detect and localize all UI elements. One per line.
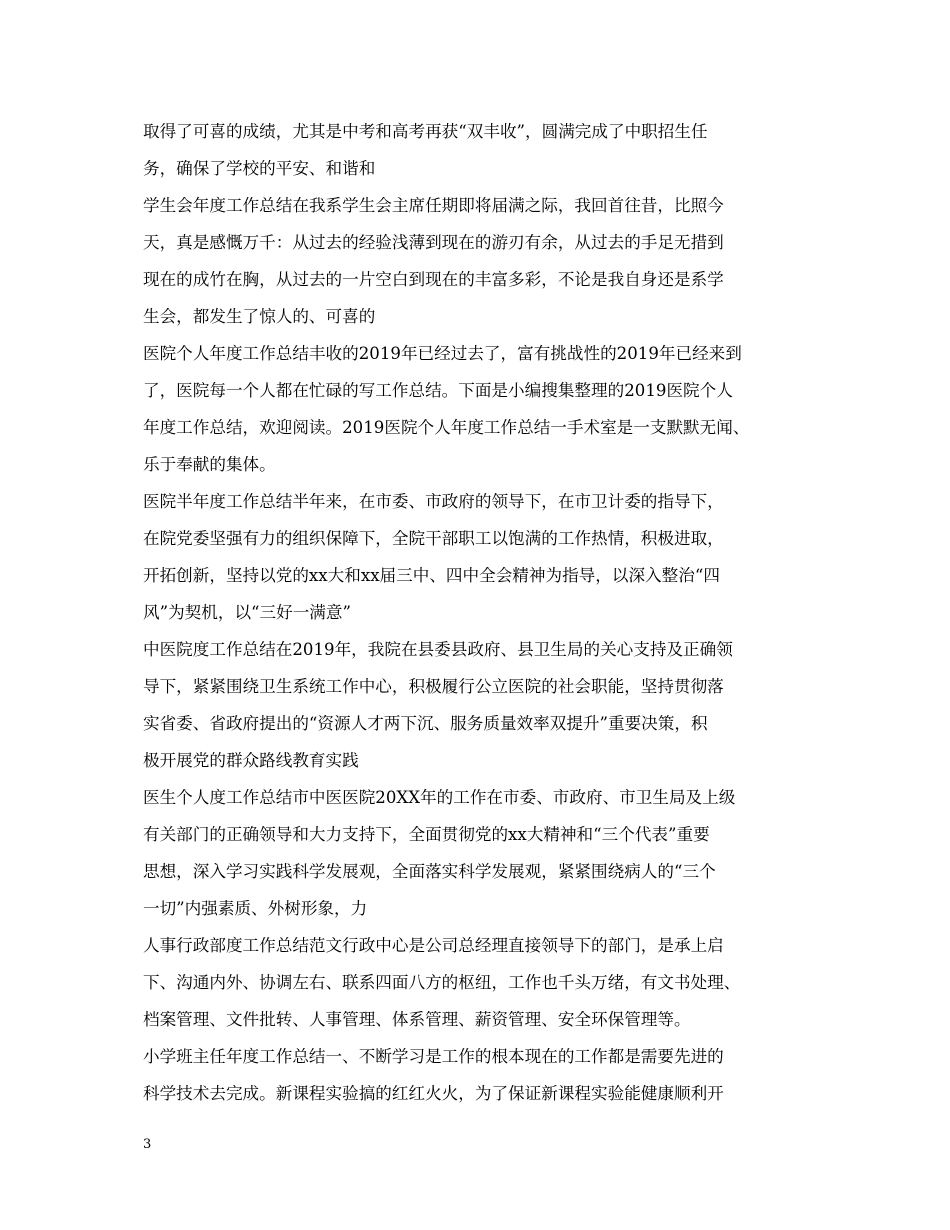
- text-line: 风”为契机，以“三好一满意”: [143, 603, 351, 622]
- text-line: 极开展党的群众路线教育实践: [143, 751, 359, 770]
- text-line: 现在的成竹在胸，从过去的一片空白到现在的丰富多彩，不论是我自身还是系学: [143, 270, 724, 289]
- text-line: 开拓创新，坚持以党的xx大和xx届三中、四中全会精神为指导，以深入整治“四: [143, 566, 720, 585]
- text-line: 小学班主任年度工作总结一、不断学习是工作的根本现在的工作都是需要先进的: [143, 1047, 724, 1066]
- text-line: 医生个人度工作总结市中医医院20XX年的工作在市委、市政府、市卫生局及上级: [143, 788, 736, 807]
- text-line: 科学技术去完成。新课程实验搞的红红火火，为了保证新课程实验能健康顺利开: [143, 1084, 724, 1103]
- text-line: 思想，深入学习实践科学发展观，全面落实科学发展观，紧紧围绕病人的“三个: [143, 862, 716, 881]
- text-line: 实省委、省政府提出的“资源人才两下沉、服务质量效率双提升”重要决策，积: [143, 714, 708, 733]
- text-line: 在院党委坚强有力的组织保障下，全院干部职工以饱满的工作热情，积极进取，: [143, 529, 724, 548]
- text-line: 下、沟通内外、协调左右、联系四面八方的枢纽，工作也千头万绪，有文书处理、: [143, 973, 741, 992]
- text-line: 天，真是感慨万千：从过去的经验浅薄到现在的游刃有余，从过去的手足无措到: [143, 233, 724, 252]
- text-line: 务，确保了学校的平安、和谐和: [143, 159, 376, 178]
- text-line: 取得了可喜的成绩，尤其是中考和高考再获“双丰收”，圆满完成了中职招生任: [143, 122, 708, 141]
- page-number: 3: [143, 1137, 152, 1152]
- text-line: 医院半年度工作总结半年来，在市委、市政府的领导下，在市卫计委的指导下，: [143, 492, 724, 511]
- text-line: 人事行政部度工作总结范文行政中心是公司总经理直接领导下的部门，是承上启: [143, 936, 724, 955]
- text-line: 档案管理、文件批转、人事管理、体系管理、薪资管理、安全环保管理等。: [143, 1010, 691, 1029]
- text-line: 学生会年度工作总结在我系学生会主席任期即将届满之际，我回首往昔，比照今: [143, 196, 724, 215]
- text-line: 年度工作总结，欢迎阅读。2019医院个人年度工作总结一手术室是一支默默无闻、: [143, 418, 750, 437]
- text-line: 中医院度工作总结在2019年，我院在县委县政府、县卫生局的关心支持及正确领: [143, 640, 733, 659]
- text-line: 有关部门的正确领导和大力支持下，全面贯彻党的xx大精神和“三个代表”重要: [143, 825, 710, 844]
- document-body: [143, 113, 808, 1112]
- text-line: 乐于奉献的集体。: [143, 455, 276, 474]
- text-line: 一切”内强素质、外树形象，力: [143, 899, 368, 918]
- text-line: 了，医院每一个人都在忙碌的写工作总结。下面是小编搜集整理的2019医院个人: [143, 381, 733, 400]
- text-line: 生会，都发生了惊人的、可喜的: [143, 307, 376, 326]
- text-line: 医院个人年度工作总结丰收的2019年已经过去了，富有挑战性的2019年已经来到: [143, 344, 742, 363]
- text-line: 导下，紧紧围绕卫生系统工作中心，积极履行公立医院的社会职能，坚持贯彻落: [143, 677, 724, 696]
